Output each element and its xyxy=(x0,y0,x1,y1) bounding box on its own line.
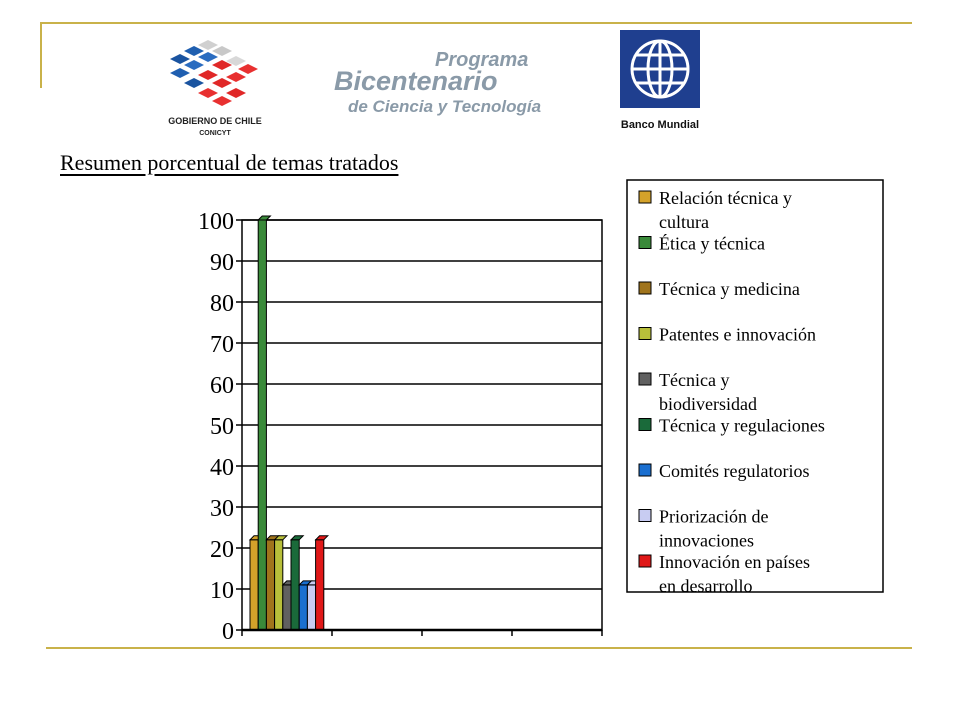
y-tick-label: 70 xyxy=(210,332,234,358)
y-tick-label: 30 xyxy=(210,496,234,522)
legend-label-line: en desarrollo xyxy=(659,576,753,596)
prog-logo-line1: Programa xyxy=(435,49,529,71)
bar-face xyxy=(291,540,299,630)
legend-swatch xyxy=(639,464,651,476)
y-tick-label: 100 xyxy=(198,209,234,235)
legend xyxy=(627,180,883,596)
y-tick-label: 10 xyxy=(210,578,234,604)
slide-heading: Resumen porcentual de temas tratados xyxy=(60,150,399,175)
legend-label xyxy=(659,416,825,436)
legend-item xyxy=(639,279,800,299)
legend-label-line: Relación técnica y xyxy=(659,188,792,208)
bar-face xyxy=(258,220,266,630)
legend-label-line: Técnica y regulaciones xyxy=(659,415,825,436)
legend-label-line: Ética y técnica xyxy=(659,233,765,254)
bar-face xyxy=(307,585,315,630)
legend-label-line: Técnica y xyxy=(659,370,730,390)
bar-face xyxy=(250,540,258,630)
y-tick-label: 80 xyxy=(210,291,234,317)
legend-label-line: biodiversidad xyxy=(659,394,757,414)
legend-item xyxy=(639,325,816,345)
legend-label xyxy=(659,325,816,345)
legend-item xyxy=(639,461,809,481)
y-tick-label: 90 xyxy=(210,250,234,276)
bar-face xyxy=(316,540,324,630)
legend-item xyxy=(639,416,825,436)
legend-swatch xyxy=(639,510,651,522)
legend-label xyxy=(659,461,809,481)
y-tick-label: 20 xyxy=(210,537,234,563)
y-tick-label: 60 xyxy=(210,373,234,399)
bar-face xyxy=(283,585,291,630)
legend-label xyxy=(659,279,800,299)
bar-face xyxy=(299,585,307,630)
chile-logo-line1: GOBIERNO DE CHILE xyxy=(168,116,262,126)
legend-swatch xyxy=(639,555,651,567)
bar-face xyxy=(266,540,274,630)
legend-label-line: Priorización de xyxy=(659,506,769,527)
legend-label-line: cultura xyxy=(659,212,709,232)
legend-swatch xyxy=(639,373,651,385)
y-tick-label: 0 xyxy=(222,619,234,645)
legend-swatch xyxy=(639,328,651,340)
legend-label-line: innovaciones xyxy=(659,530,754,551)
y-tick-label: 50 xyxy=(210,414,234,440)
legend-swatch xyxy=(639,419,651,431)
chile-logo-line2: CONICYT xyxy=(199,130,231,137)
prog-logo-line3: de Ciencia y Tecnología xyxy=(348,97,542,116)
bar-face xyxy=(275,540,283,630)
legend-swatch xyxy=(639,237,651,249)
legend-label-line: Técnica y medicina xyxy=(659,279,800,299)
legend-label-line: Innovación en países xyxy=(659,552,810,572)
y-tick-label: 40 xyxy=(210,455,234,481)
legend-label xyxy=(659,233,765,254)
legend-label-line: Patentes e innovación xyxy=(659,324,816,345)
legend-swatch xyxy=(639,282,651,294)
prog-logo-line2: Bicentenario xyxy=(334,66,498,96)
legend-label-line: Comités regulatorios xyxy=(659,461,810,481)
legend-swatch xyxy=(639,191,651,203)
bank-logo-label: Banco Mundial xyxy=(620,119,700,131)
